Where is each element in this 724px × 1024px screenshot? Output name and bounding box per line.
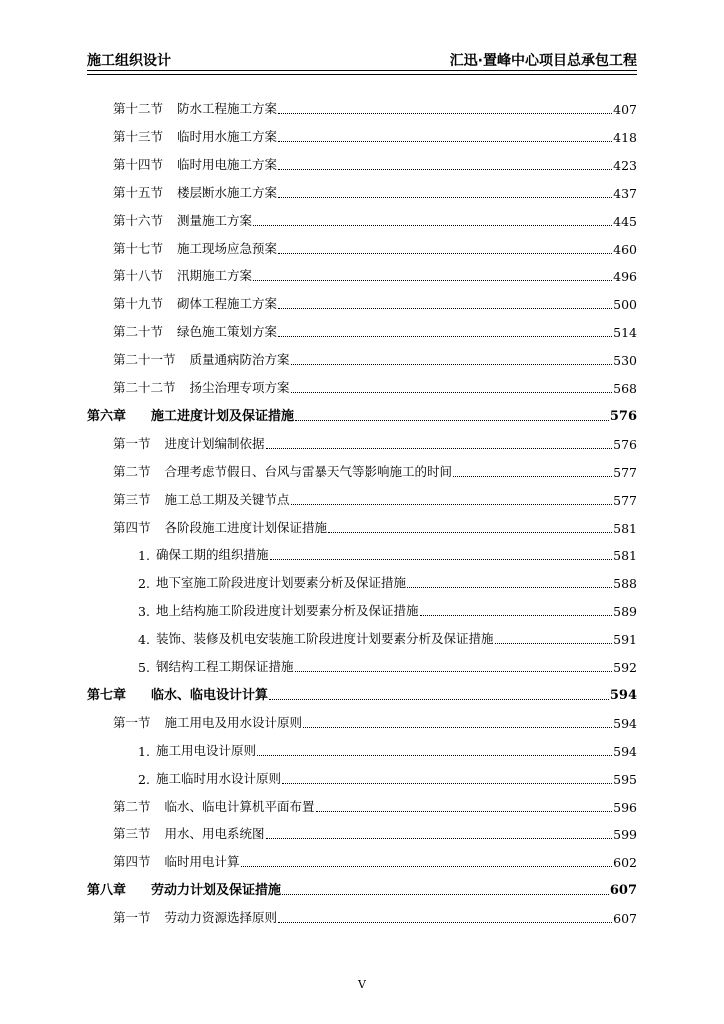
toc-entry-page: 576 [613, 436, 637, 452]
toc-entry-page: 594 [609, 687, 637, 703]
toc-section-entry[interactable] [113, 711, 637, 731]
toc-entry-number: 第二十二节 [113, 380, 176, 395]
toc-chapter-entry[interactable] [87, 878, 637, 898]
toc-entry-title: 临水、临电设计计算 [151, 687, 269, 703]
toc-entry-title: 临时用电施工方案 [177, 156, 278, 172]
toc-dot-leader [328, 532, 612, 533]
toc-entry-title: 临水、临电计算机平面布置 [164, 798, 315, 814]
toc-section-entry[interactable] [113, 348, 637, 368]
toc-entry-page: 437 [613, 185, 637, 201]
toc-dot-leader [316, 811, 613, 812]
toc-entry-title: 施工用电及用水设计原则 [164, 714, 303, 730]
toc-section-entry[interactable] [113, 822, 637, 842]
toc-section-entry[interactable] [113, 460, 637, 480]
toc-entry-title: 地下室施工阶段进度计划要素分析及保证措施 [156, 575, 407, 591]
header-right-title: 汇迅·置峰中心项目总承包工程 [449, 53, 637, 69]
toc-dot-leader [266, 448, 613, 449]
toc-entry-title: 施工总工期及关键节点 [164, 491, 290, 507]
toc-chapter-entry[interactable] [87, 683, 637, 703]
toc-entry-number: 2. [138, 576, 150, 592]
toc-entry-title: 临时用电计算 [164, 854, 240, 870]
toc-item-entry[interactable] [138, 739, 637, 759]
toc-chapter-entry[interactable] [87, 404, 637, 424]
toc-entry-number: 第四节 [113, 519, 151, 535]
toc-entry-title: 合理考虑节假日、台风与雷暴天气等影响施工的时间 [164, 463, 453, 479]
toc-entry-title: 施工进度计划及保证措施 [151, 408, 295, 424]
toc-entry-page: 576 [609, 408, 637, 424]
toc-dot-leader [407, 587, 612, 588]
toc-section-entry[interactable] [113, 488, 637, 508]
toc-entry-page: 514 [613, 325, 637, 341]
toc-dot-leader [282, 783, 612, 784]
toc-dot-leader [278, 141, 612, 142]
toc-entry-title: 质量通病防治方案 [189, 352, 290, 368]
toc-entry-page: 577 [613, 492, 637, 508]
toc-entry-number: 第十六节 [113, 212, 164, 228]
toc-item-entry[interactable] [138, 655, 637, 675]
toc-dot-leader [266, 838, 613, 839]
toc-entry-title: 测量施工方案 [177, 212, 253, 228]
toc-dot-leader [270, 559, 613, 560]
toc-dot-leader [282, 894, 609, 895]
toc-entry-title: 各阶段施工进度计划保证措施 [164, 519, 328, 535]
toc-entry-number: 第二节 [113, 463, 151, 479]
toc-entry-page: 596 [613, 799, 637, 815]
toc-entry-title: 绿色施工策划方案 [177, 324, 278, 340]
toc-dot-leader [291, 392, 613, 393]
toc-entry-number: 第一节 [113, 714, 151, 730]
toc-section-entry[interactable] [113, 795, 637, 815]
toc-section-entry[interactable] [113, 376, 637, 396]
toc-entry-page: 592 [613, 660, 637, 675]
toc-item-entry[interactable] [138, 627, 637, 647]
toc-dot-leader [253, 225, 612, 226]
toc-entry-number: 第十四节 [113, 156, 164, 172]
toc-entry-number: 第十七节 [113, 240, 164, 256]
toc-entry-page: 588 [613, 576, 637, 592]
toc-entry-number: 4. [138, 632, 150, 648]
toc-entry-page: 530 [613, 353, 637, 369]
toc-entry-title: 劳动力资源选择原则 [164, 910, 278, 926]
toc-item-entry[interactable] [138, 767, 637, 787]
page-number: V [358, 978, 366, 991]
toc-entry-title: 地上结构施工阶段进度计划要素分析及保证措施 [156, 603, 419, 619]
toc-entry-title: 施工临时用水设计原则 [156, 770, 282, 786]
toc-section-entry[interactable] [113, 264, 637, 284]
toc-entry-title: 进度计划编制依据 [164, 435, 265, 451]
toc-section-entry[interactable] [113, 432, 637, 452]
toc-entry-page: 407 [613, 102, 637, 117]
toc-dot-leader [269, 699, 609, 700]
toc-entry-number: 第八章 [87, 883, 127, 899]
toc-dot-leader [253, 280, 612, 281]
toc-dot-leader [278, 922, 612, 923]
toc-entry-number: 第一节 [113, 910, 151, 926]
toc-entry-page: 581 [613, 520, 637, 536]
toc-entry-title: 汛期施工方案 [177, 268, 253, 284]
toc-section-entry[interactable] [113, 292, 637, 312]
toc-item-entry[interactable] [138, 571, 637, 591]
toc-dot-leader [257, 755, 612, 756]
toc-dot-leader [453, 476, 612, 477]
toc-entry-page: 607 [609, 883, 637, 899]
toc-entry-page: 445 [613, 213, 637, 229]
toc-entry-page: 581 [613, 548, 637, 564]
toc-section-entry[interactable] [113, 97, 637, 117]
toc-entry-page: 607 [613, 911, 637, 927]
toc-entry-page: 577 [613, 464, 637, 480]
toc-entry-number: 第十五节 [113, 184, 164, 200]
toc-dot-leader [291, 364, 613, 365]
header-left-title: 施工组织设计 [87, 53, 171, 69]
toc-entry-number: 3. [138, 604, 150, 620]
toc-entry-number: 第十三节 [113, 128, 164, 144]
toc-entry-title: 劳动力计划及保证措施 [151, 883, 282, 899]
toc-entry-number: 1. [138, 743, 150, 759]
toc-entry-number: 第一节 [113, 435, 151, 451]
toc-dot-leader [278, 308, 612, 309]
toc-entry-page: 595 [613, 771, 637, 787]
toc-dot-leader [420, 615, 613, 616]
toc-entry-number: 第二节 [113, 798, 151, 814]
toc-entry-page: 500 [613, 297, 637, 313]
toc-entry-page: 589 [613, 604, 637, 620]
toc-entry-number: 1. [138, 548, 150, 564]
toc-dot-leader [278, 336, 612, 337]
toc-dot-leader [295, 671, 613, 672]
toc-dot-leader [291, 504, 613, 505]
toc-entry-page: 418 [613, 129, 637, 145]
toc-entry-number: 第十二节 [113, 101, 164, 116]
toc-section-entry[interactable] [113, 237, 637, 257]
toc-entry-page: 591 [613, 632, 637, 648]
page-header [87, 50, 637, 70]
toc-section-entry[interactable] [113, 209, 637, 229]
toc-entry-number: 第三节 [113, 826, 151, 842]
toc-dot-leader [303, 727, 612, 728]
toc-dot-leader [495, 643, 613, 644]
toc-entry-page: 594 [613, 743, 637, 759]
toc-section-entry[interactable] [113, 320, 637, 340]
toc-entry-page: 423 [613, 157, 637, 173]
toc-entry-number: 第二十节 [113, 324, 164, 340]
toc-entry-number: 第六章 [87, 408, 127, 424]
toc-item-entry[interactable] [138, 599, 637, 619]
toc-entry-title: 钢结构工程工期保证措施 [156, 659, 294, 674]
toc-item-entry[interactable] [138, 543, 637, 563]
toc-entry-page: 594 [613, 715, 637, 731]
toc-entry-page: 460 [613, 241, 637, 257]
toc-dot-leader [278, 253, 612, 254]
toc-entry-title: 施工用电设计原则 [156, 742, 257, 758]
toc-entry-title: 施工现场应急预案 [177, 240, 278, 256]
toc-entry-number: 第十九节 [113, 296, 164, 312]
toc-entry-title: 装饰、装修及机电安装施工阶段进度计划要素分析及保证措施 [156, 631, 494, 647]
toc-entry-title: 防水工程施工方案 [177, 101, 278, 116]
toc-entry-title: 扬尘治理专项方案 [189, 380, 290, 395]
toc-section-entry[interactable] [113, 850, 637, 870]
toc-entry-number: 第三节 [113, 491, 151, 507]
toc-section-entry[interactable] [113, 125, 637, 145]
toc-dot-leader [278, 169, 612, 170]
toc-entry-page: 599 [613, 827, 637, 843]
toc-entry-page: 496 [613, 269, 637, 285]
toc-entry-title: 临时用水施工方案 [177, 128, 278, 144]
toc-entry-title: 确保工期的组织措施 [156, 547, 269, 563]
toc-entry-number: 2. [138, 771, 150, 787]
toc-entry-page: 602 [613, 855, 637, 871]
toc-entry-title: 楼层断水施工方案 [177, 184, 278, 200]
toc-dot-leader [278, 113, 612, 114]
toc-section-entry[interactable] [113, 181, 637, 201]
toc-entry-number: 第二十一节 [113, 352, 176, 368]
toc-dot-leader [241, 866, 613, 867]
toc-entry-number: 5. [138, 660, 150, 675]
toc-entry-title: 砌体工程施工方案 [177, 296, 278, 312]
toc-entry-number: 第四节 [113, 854, 151, 870]
toc-section-entry[interactable] [113, 516, 637, 536]
toc-entry-title: 用水、用电系统图 [164, 826, 265, 842]
header-rule [87, 70, 637, 75]
toc-dot-leader [295, 420, 609, 421]
toc-section-entry[interactable] [113, 153, 637, 173]
toc-section-entry[interactable] [113, 906, 637, 926]
toc-dot-leader [278, 197, 612, 198]
toc-entry-number: 第十八节 [113, 268, 164, 284]
toc-entry-number: 第七章 [87, 687, 127, 703]
toc-entry-page: 568 [613, 381, 637, 396]
